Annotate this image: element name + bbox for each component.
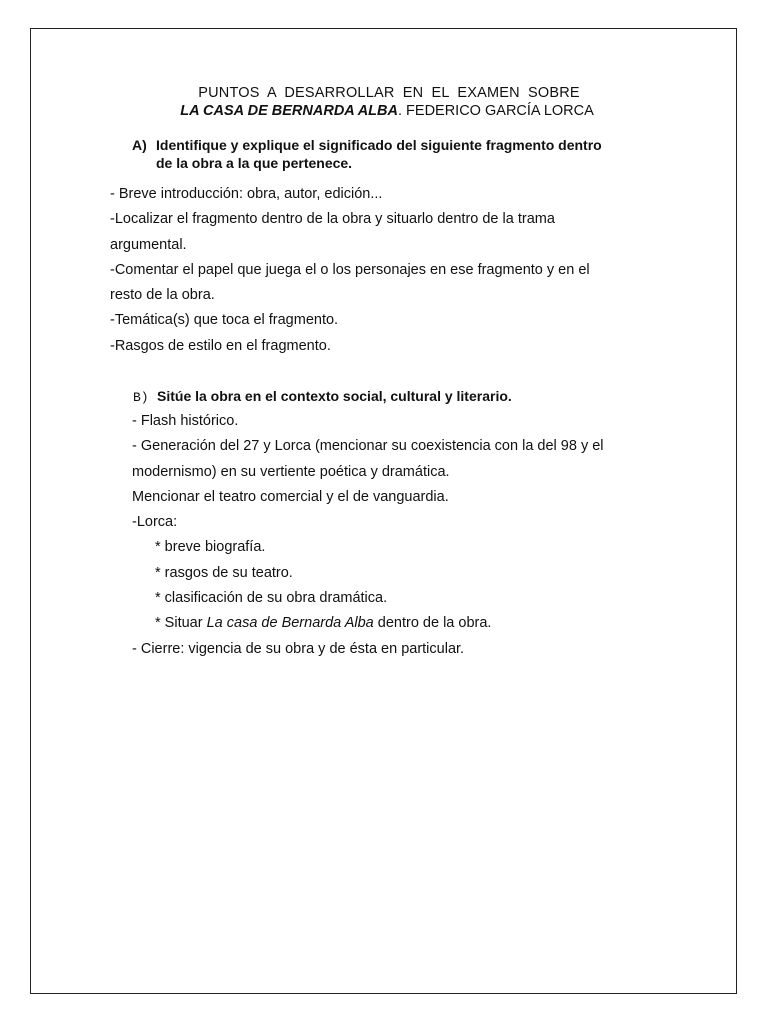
section-a-heading-line-1: Identifique y explique el significado del siguiente fragmento dentro [156,137,602,153]
title-line-1: PUNTOS A DESARROLLAR EN EL EXAMEN SOBRE [198,85,580,101]
section-b-heading-text: Sitúe la obra en el contexto social, cultural y literario. [157,388,512,404]
section-b-line: Mencionar el teatro comercial y el de vanguardia. [132,488,449,505]
situar-work-name: La casa de Bernarda Alba [206,615,374,632]
section-a-line: -Localizar el fragmento dentro de la obra y situarlo dentro de la trama [110,211,555,228]
section-b-line: - Generación del 27 y Lorca (mencionar su coexistencia con la del 98 y el [132,438,604,455]
section-a-line: -Temática(s) que toca el fragmento. [110,312,339,329]
title-work-name: LA CASA DE BERNARDA ALBA [180,103,398,119]
section-b-heading [133,387,693,407]
section-a-line: resto de la obra. [110,287,215,304]
title-author: . FEDERICO GARCÍA LORCA [397,103,594,119]
title-line-2 [6,102,768,120]
section-a-marker: A) [132,137,147,153]
lorca-sub-item: * rasgos de su teatro. [155,564,293,581]
section-a-heading-line-2: de la obra a la que pertenece. [156,155,353,171]
section-b-line: - Flash histórico. [132,413,239,429]
section-b-closing: - Cierre: vigencia de su obra y de ésta en particular. [132,640,465,657]
section-b-line: modernismo) en su vertiente poética y dramática. [132,463,450,480]
situar-after: dentro de la obra. [373,615,492,632]
lorca-sub-item: * breve biografía. [155,539,266,556]
section-b-line: -Lorca: [132,514,178,531]
situar-before: * Situar [155,615,207,632]
section-a-line: -Comentar el papel que juega el o los personajes en ese fragmento y en el [110,261,590,278]
section-b-marker: B) [133,390,149,405]
section-a-line: - Breve introducción: obra, autor, edición... [110,186,383,202]
section-b-points [132,409,692,662]
lorca-sub-item-situar [132,611,692,636]
section-a-points [110,182,670,359]
section-a-line: -Rasgos de estilo en el fragmento. [110,337,331,354]
lorca-sub-item: * clasificación de su obra dramática. [155,590,388,607]
section-a-line: argumental. [110,236,187,253]
document-title [0,84,768,120]
section-a-heading [132,136,672,172]
